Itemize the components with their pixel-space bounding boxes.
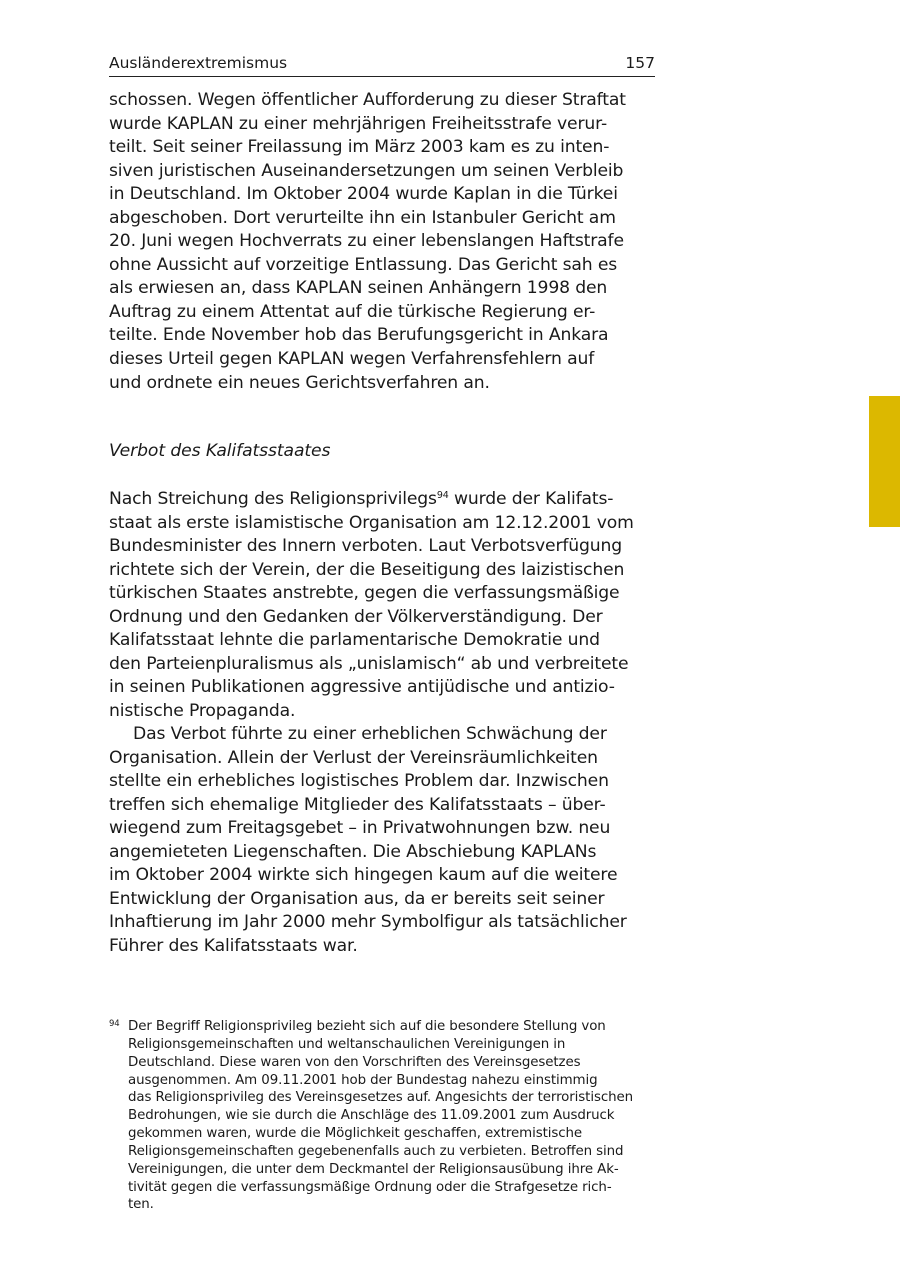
text-line: Bundesminister des Innern verboten. Laut Verbotsverfügung [109, 536, 623, 557]
footnote-line: das Religionsprivileg des Vereinsgesetzes auf. Angesichts der terroristischen [128, 1090, 633, 1106]
text-line: und ordnete ein neues Gerichtsverfahren an. [109, 372, 490, 393]
footnote-reference[interactable]: 94 [436, 490, 449, 501]
footnote-line: Religionsgemeinschaften und weltanschaulichen Vereinigungen in [128, 1036, 566, 1052]
footnote-line: tivität gegen die verfassungsmäßige Ordnung oder die Strafgesetze rich- [128, 1179, 612, 1195]
text-line: Inhaftierung im Jahr 2000 mehr Symbolfigur als tatsächlicher [109, 912, 627, 933]
footnote-text [128, 1018, 669, 1214]
text-line [109, 488, 669, 512]
text-line: stellte ein erhebliches logistisches Problem dar. Inzwischen [109, 771, 609, 792]
text-line: Organisation. Allein der Verlust der Vereinsräumlichkeiten [109, 747, 598, 768]
page-number: 157 [625, 54, 655, 72]
text-line: in Deutschland. Im Oktober 2004 wurde Kaplan in die Türkei [109, 184, 618, 205]
paragraph-ban [109, 488, 669, 723]
text-line: Ordnung und den Gedanken der Völkerverständigung. Der [109, 606, 603, 627]
chapter-marker-tab [869, 396, 900, 527]
text-line: abgeschoben. Dort verurteilte ihn ein Istanbuler Gericht am [109, 207, 616, 228]
text-line: türkischen Staates anstrebte, gegen die verfassungsmäßige [109, 583, 620, 604]
text-line: richtete sich der Verein, der die Beseitigung des laizistischen [109, 559, 625, 580]
text-line: Führer des Kalifatsstaats war. [109, 935, 358, 956]
text-line: nistische Propaganda. [109, 700, 296, 721]
footnote-line: Der Begriff Religionsprivileg bezieht sich auf die besondere Stellung von [128, 1019, 606, 1034]
text-line: wurde KAPLAN zu einer mehrjährigen Freiheitsstrafe verur- [109, 113, 608, 134]
text-line: teilte. Ende November hob das Berufungsgericht in Ankara [109, 325, 609, 346]
text-segment: Nach Streichung des Religionsprivilegs [109, 489, 437, 509]
text-line: im Oktober 2004 wirkte sich hingegen kaum auf die weitere [109, 865, 618, 886]
text-line: Auftrag zu einem Attentat auf die türkische Regierung er- [109, 301, 596, 322]
footnote-line: Religionsgemeinschaften gegebenenfalls auch zu verbieten. Betroffen sind [128, 1143, 624, 1159]
text-line: ohne Aussicht auf vorzeitige Entlassung. Das Gericht sah es [109, 254, 618, 275]
text-line: siven juristischen Auseinandersetzungen um seinen Verbleib [109, 160, 624, 181]
running-header [109, 52, 655, 77]
text-line: Entwicklung der Organisation aus, da er bereits seit seiner [109, 888, 605, 909]
text-line: schossen. Wegen öffentlicher Aufforderung zu dieser Straftat [109, 90, 626, 110]
footnote-line: ten. [128, 1197, 154, 1213]
text-line: treffen sich ehemalige Mitglieder des Kalifatsstaats – über- [109, 794, 606, 815]
text-line: angemieteten Liegenschaften. Die Abschiebung KAPLANs [109, 841, 597, 862]
text-line: 20. Juni wegen Hochverrats zu einer lebenslangen Haftstrafe [109, 231, 624, 252]
paragraph-kaplan-verdict [109, 89, 669, 395]
text-line: Das Verbot führte zu einer erheblichen Schwächung der [133, 724, 607, 744]
footnote [109, 1018, 669, 1214]
text-line: wiegend zum Freitagsgebet – in Privatwohnungen bzw. neu [109, 818, 611, 839]
text-line: staat als erste islamistische Organisation am 12.12.2001 vom [109, 512, 634, 533]
footnote-line: Bedrohungen, wie sie durch die Anschläge des 11.09.2001 zum Ausdruck [128, 1108, 615, 1124]
text-line: teilt. Seit seiner Freilassung im März 2003 kam es zu inten- [109, 137, 610, 158]
footnote-line: Deutschland. Diese waren von den Vorschriften des Vereinsgesetzes [128, 1054, 581, 1070]
running-title: Ausländerextremismus [109, 54, 288, 72]
text-line: dieses Urteil gegen KAPLAN wegen Verfahrensfehlern auf [109, 349, 595, 370]
text-line: als erwiesen an, dass KAPLAN seinen Anhängern 1998 den [109, 278, 608, 299]
footnote-number: 94 [109, 1019, 120, 1029]
paragraph-ban-consequences [109, 723, 669, 958]
footnote-line: gekommen waren, wurde die Möglichkeit geschaffen, extremistische [128, 1126, 583, 1142]
text-line: Kalifatsstaat lehnte die parlamentarische Demokratie und [109, 630, 600, 651]
text-line: den Parteienpluralismus als „unislamisch“ ab und verbreitete [109, 653, 629, 674]
section-heading: Verbot des Kalifatsstaates [109, 441, 331, 461]
text-segment: wurde der Kalifats- [448, 489, 614, 509]
text-line: in seinen Publikationen aggressive antijüdische und antizio- [109, 677, 615, 698]
footnote-line: Vereinigungen, die unter dem Deckmantel der Religionsausübung ihre Ak- [128, 1161, 619, 1177]
footnote-line: ausgenommen. Am 09.11.2001 hob der Bundestag nahezu einstimmig [128, 1072, 598, 1088]
